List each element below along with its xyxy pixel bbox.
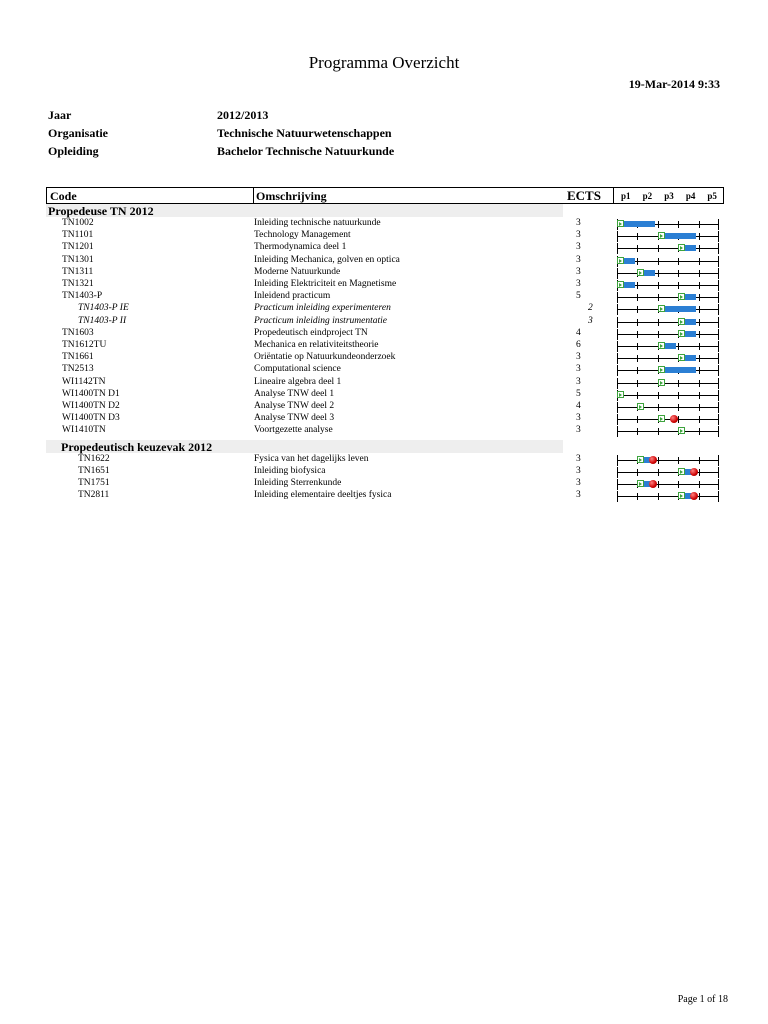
header-code: Code xyxy=(50,189,77,203)
course-description: Inleiding Elektriciteit en Magnetisme xyxy=(254,279,397,289)
course-code: TN1002 xyxy=(62,218,94,228)
course-code: TN1603 xyxy=(62,327,94,338)
table-row xyxy=(0,267,768,279)
timeline-tick xyxy=(637,245,638,252)
timeline-tick xyxy=(637,282,638,289)
period-timeline xyxy=(617,340,719,352)
period-timeline xyxy=(617,352,719,364)
start-marker-icon xyxy=(658,366,665,373)
meta-label: Organisatie xyxy=(48,126,108,140)
table-row xyxy=(0,401,768,413)
timeline-tick xyxy=(637,355,638,362)
course-code: TN1311 xyxy=(62,266,94,277)
timeline-tick xyxy=(718,390,719,401)
course-ects: 3 xyxy=(576,425,581,436)
course-ects: 3 xyxy=(576,352,581,363)
timeline-tick xyxy=(718,402,719,413)
timeline-tick xyxy=(678,380,679,387)
period-timeline xyxy=(617,413,719,425)
timeline-tick xyxy=(699,457,700,464)
header-periods xyxy=(615,188,723,203)
course-description: Fysica van het dagelijks leven xyxy=(254,453,369,464)
header-period: p5 xyxy=(707,190,717,201)
period-timeline xyxy=(617,279,719,291)
timeline-tick xyxy=(678,404,679,411)
start-marker-icon xyxy=(658,305,665,312)
period-bar xyxy=(661,233,696,239)
timeline-axis xyxy=(617,358,719,359)
timeline-axis xyxy=(617,407,719,408)
course-code: TN1651 xyxy=(78,465,110,476)
course-code: TN1751 xyxy=(78,478,110,488)
timeline-tick xyxy=(718,467,719,478)
course-ects: 5 xyxy=(576,388,581,399)
timeline-tick xyxy=(658,319,659,326)
start-marker-icon xyxy=(678,468,685,475)
course-code: WI1400TN D1 xyxy=(62,388,120,399)
table-row xyxy=(0,255,768,267)
timeline-tick xyxy=(658,282,659,289)
table-row xyxy=(0,478,768,490)
timeline-tick xyxy=(718,479,719,490)
timeline-tick xyxy=(617,455,618,466)
meta-row-opleiding xyxy=(48,144,394,162)
timeline-tick xyxy=(718,243,719,254)
table-row xyxy=(0,377,768,389)
course-description: Analyse TNW deel 1 xyxy=(254,388,335,399)
timeline-tick xyxy=(699,270,700,277)
course-description: Analyse TNW deel 2 xyxy=(254,401,335,411)
course-description: Oriëntatie op Natuurkundeonderzoek xyxy=(254,352,396,363)
course-ects: 5 xyxy=(576,291,581,302)
start-marker-icon xyxy=(658,379,665,386)
course-code: TN1101 xyxy=(62,230,94,241)
course-ects: 3 xyxy=(588,315,593,326)
group-header xyxy=(46,204,563,217)
course-ects: 3 xyxy=(576,364,581,375)
timeline-tick xyxy=(637,428,638,435)
timeline-tick xyxy=(699,258,700,265)
start-marker-icon xyxy=(658,342,665,349)
timeline-tick xyxy=(718,414,719,425)
table-row xyxy=(0,490,768,502)
header-period: p2 xyxy=(642,190,653,201)
course-ects: 2 xyxy=(588,303,593,314)
table-row xyxy=(0,316,768,328)
timeline-tick xyxy=(617,268,618,279)
table-row xyxy=(0,303,768,315)
timeline-tick xyxy=(637,493,638,500)
table-row xyxy=(0,340,768,352)
group-header xyxy=(46,440,563,453)
page-number: Page 1 of 18 xyxy=(677,994,728,1005)
course-ects: 3 xyxy=(576,465,581,476)
timeline-tick xyxy=(617,479,618,490)
timeline-tick xyxy=(617,231,618,242)
table-row xyxy=(0,230,768,242)
start-marker-icon xyxy=(617,220,624,227)
course-description: Lineaire algebra deel 1 xyxy=(254,376,342,387)
timeline-axis xyxy=(617,383,719,384)
course-ects: 3 xyxy=(576,376,581,387)
timeline-tick xyxy=(617,317,618,328)
timeline-axis xyxy=(617,431,719,432)
course-description: Inleiding Mechanica, golven en optica xyxy=(254,254,400,265)
timeline-tick xyxy=(678,457,679,464)
table-row xyxy=(0,454,768,466)
timeline-tick xyxy=(699,331,700,338)
course-ects: 3 xyxy=(576,279,581,289)
timeline-tick xyxy=(617,243,618,254)
timeline-tick xyxy=(699,481,700,488)
timeline-tick xyxy=(718,231,719,242)
period-bar xyxy=(661,306,696,312)
timeline-tick xyxy=(699,355,700,362)
start-marker-icon xyxy=(617,281,624,288)
period-timeline xyxy=(617,303,719,315)
timeline-tick xyxy=(699,343,700,350)
course-description: Inleiding technische natuurkunde xyxy=(254,218,381,228)
period-timeline xyxy=(617,230,719,242)
header-omschrijving: Omschrijving xyxy=(256,189,327,203)
timeline-tick xyxy=(718,268,719,279)
course-code: TN1622 xyxy=(78,453,110,464)
period-timeline xyxy=(617,328,719,340)
timeline-tick xyxy=(658,270,659,277)
timeline-tick xyxy=(617,378,618,389)
start-marker-icon xyxy=(658,415,665,422)
start-marker-icon xyxy=(637,480,644,487)
period-timeline xyxy=(617,490,719,502)
course-description: Analyse TNW deel 3 xyxy=(254,413,335,424)
course-ects: 4 xyxy=(576,327,581,338)
start-marker-icon xyxy=(637,456,644,463)
timeline-tick xyxy=(699,294,700,301)
table-row xyxy=(0,389,768,401)
header-divider xyxy=(253,188,254,203)
timeline-axis xyxy=(617,460,719,461)
timeline-tick xyxy=(617,341,618,352)
timeline-tick xyxy=(617,365,618,376)
table-row xyxy=(0,425,768,437)
course-description: Mechanica en relativiteitstheorie xyxy=(254,340,379,350)
timeline-tick xyxy=(637,306,638,313)
course-description: Practicum inleiding experimenteren xyxy=(254,303,391,314)
period-timeline xyxy=(617,364,719,376)
group-title: Propedeuse TN 2012 xyxy=(48,204,154,218)
start-marker-icon xyxy=(658,232,665,239)
course-description: Computational science xyxy=(254,364,341,375)
course-code: WI1410TN xyxy=(62,425,106,436)
timeline-tick xyxy=(699,493,700,500)
timeline-tick xyxy=(699,469,700,476)
timeline-tick xyxy=(658,355,659,362)
timeline-axis xyxy=(617,419,719,420)
timeline-axis xyxy=(617,496,719,497)
meta-value: Bachelor Technische Natuurkunde xyxy=(217,144,395,158)
start-marker-icon xyxy=(678,427,685,434)
timeline-tick xyxy=(637,294,638,301)
timeline-tick xyxy=(678,416,679,423)
timeline-tick xyxy=(699,319,700,326)
course-code: TN1403-P IE xyxy=(78,303,129,314)
timeline-tick xyxy=(637,469,638,476)
group-title: Propedeutisch keuzevak 2012 xyxy=(61,439,213,454)
meta-row-organisatie xyxy=(48,126,394,144)
end-marker-icon xyxy=(690,492,698,500)
timeline-tick xyxy=(718,292,719,303)
table-row xyxy=(0,291,768,303)
timeline-tick xyxy=(617,467,618,478)
timeline-tick xyxy=(699,306,700,313)
table-row xyxy=(0,352,768,364)
period-timeline xyxy=(617,377,719,389)
timeline-tick xyxy=(678,392,679,399)
timeline-axis xyxy=(617,484,719,485)
meta-block xyxy=(48,108,394,162)
table-row xyxy=(0,328,768,340)
start-marker-icon xyxy=(678,354,685,361)
start-marker-icon xyxy=(678,492,685,499)
period-timeline xyxy=(617,389,719,401)
timeline-tick xyxy=(699,404,700,411)
course-ects: 3 xyxy=(576,254,581,265)
start-marker-icon xyxy=(637,269,644,276)
timeline-tick xyxy=(617,353,618,364)
timeline-tick xyxy=(637,319,638,326)
timeline-tick xyxy=(699,245,700,252)
timeline-axis xyxy=(617,273,719,274)
timeline-tick xyxy=(718,280,719,291)
timeline-tick xyxy=(699,428,700,435)
timeline-axis xyxy=(617,472,719,473)
timeline-tick xyxy=(718,317,719,328)
timeline-tick xyxy=(678,221,679,228)
period-timeline xyxy=(617,291,719,303)
page-title: Programma Overzicht xyxy=(308,53,460,72)
start-marker-icon xyxy=(678,244,685,251)
table-row xyxy=(0,466,768,478)
table-row xyxy=(0,218,768,230)
timeline-tick xyxy=(718,256,719,267)
period-timeline xyxy=(617,242,719,254)
timeline-tick xyxy=(678,258,679,265)
timeline-tick xyxy=(718,219,719,230)
timeline-tick xyxy=(718,365,719,376)
period-timeline xyxy=(617,478,719,490)
timeline-axis xyxy=(617,297,719,298)
course-code: WI1400TN D3 xyxy=(62,413,120,424)
course-ects: 3 xyxy=(576,242,581,253)
table-row xyxy=(0,364,768,376)
timeline-tick xyxy=(718,378,719,389)
timeline-tick xyxy=(617,402,618,413)
timeline-tick xyxy=(658,392,659,399)
timeline-tick xyxy=(617,329,618,340)
timeline-axis xyxy=(617,334,719,335)
period-timeline xyxy=(617,425,719,437)
start-marker-icon xyxy=(678,330,685,337)
start-marker-icon xyxy=(678,293,685,300)
header-period: p1 xyxy=(621,190,631,201)
course-ects: 6 xyxy=(576,340,581,350)
period-timeline xyxy=(617,218,719,230)
period-bar xyxy=(620,221,655,227)
timeline-tick xyxy=(718,341,719,352)
timeline-tick xyxy=(637,258,638,265)
period-timeline xyxy=(617,401,719,413)
timeline-tick xyxy=(617,414,618,425)
timeline-tick xyxy=(678,343,679,350)
timeline-tick xyxy=(699,282,700,289)
course-ects: 3 xyxy=(576,453,581,464)
start-marker-icon xyxy=(617,257,624,264)
meta-row-jaar xyxy=(48,108,394,126)
timeline-tick xyxy=(637,331,638,338)
timeline-tick xyxy=(637,367,638,374)
timeline-tick xyxy=(718,426,719,437)
timeline-tick xyxy=(658,294,659,301)
course-description: Voortgezette analyse xyxy=(254,425,333,436)
course-code: TN1201 xyxy=(62,242,94,253)
course-description: Inleiding elementaire deeltjes fysica xyxy=(254,490,392,501)
timeline-tick xyxy=(658,245,659,252)
timeline-tick xyxy=(658,481,659,488)
table-row xyxy=(0,279,768,291)
course-code: TN1403-P II xyxy=(78,315,127,326)
header-ects: ECTS xyxy=(567,188,601,203)
course-ects: 3 xyxy=(576,266,581,277)
course-ects: 3 xyxy=(576,413,581,424)
timeline-tick xyxy=(678,270,679,277)
timeline-tick xyxy=(658,404,659,411)
start-marker-icon xyxy=(637,403,644,410)
course-description: Practicum inleiding instrumentatie xyxy=(254,315,387,326)
timeline-tick xyxy=(617,304,618,315)
timeline-tick xyxy=(658,428,659,435)
timeline-tick xyxy=(617,426,618,437)
end-marker-icon xyxy=(670,415,678,423)
course-ects: 3 xyxy=(576,218,581,228)
course-code: TN2811 xyxy=(78,490,110,501)
timeline-tick xyxy=(718,329,719,340)
timeline-tick xyxy=(699,380,700,387)
course-code: TN2513 xyxy=(62,364,94,375)
timeline-tick xyxy=(678,282,679,289)
meta-value: 2012/2013 xyxy=(217,108,269,122)
timeline-tick xyxy=(637,343,638,350)
timeline-tick xyxy=(658,221,659,228)
report-date: 19-Mar-2014 9:33 xyxy=(628,77,720,91)
header-period: p4 xyxy=(685,190,696,201)
period-timeline xyxy=(617,466,719,478)
course-description: Moderne Natuurkunde xyxy=(254,266,341,277)
timeline-axis xyxy=(617,322,719,323)
timeline-tick xyxy=(718,491,719,502)
course-code: TN1661 xyxy=(62,352,94,363)
timeline-axis xyxy=(617,395,719,396)
start-marker-icon xyxy=(678,318,685,325)
meta-label: Opleiding xyxy=(48,144,99,158)
end-marker-icon xyxy=(690,468,698,476)
timeline-tick xyxy=(637,392,638,399)
header-divider xyxy=(613,188,614,203)
period-timeline xyxy=(617,255,719,267)
period-timeline xyxy=(617,267,719,279)
timeline-tick xyxy=(617,491,618,502)
timeline-tick xyxy=(678,481,679,488)
timeline-tick xyxy=(718,304,719,315)
end-marker-icon xyxy=(649,480,657,488)
course-code: TN1321 xyxy=(62,279,94,289)
course-code: TN1403-P xyxy=(62,291,103,302)
period-timeline xyxy=(617,454,719,466)
course-ects: 3 xyxy=(576,230,581,241)
course-code: TN1612TU xyxy=(62,340,107,350)
start-marker-icon xyxy=(617,391,624,398)
timeline-tick xyxy=(718,353,719,364)
period-timeline xyxy=(617,316,719,328)
course-description: Technology Management xyxy=(254,230,351,241)
timeline-tick xyxy=(658,258,659,265)
table-header xyxy=(46,187,724,204)
timeline-tick xyxy=(658,469,659,476)
timeline-tick xyxy=(637,380,638,387)
course-code: WI1142TN xyxy=(62,376,106,387)
course-description: Inleiding Sterrenkunde xyxy=(254,478,342,488)
header-period: p3 xyxy=(664,190,674,201)
timeline-tick xyxy=(718,455,719,466)
course-code: TN1301 xyxy=(62,254,94,265)
course-ects: 3 xyxy=(576,478,581,488)
timeline-tick xyxy=(617,292,618,303)
meta-value: Technische Natuurwetenschappen xyxy=(217,126,392,140)
table-row xyxy=(0,242,768,254)
course-description: Inleidend practicum xyxy=(254,291,331,302)
course-description: Inleiding biofysica xyxy=(254,465,326,476)
timeline-tick xyxy=(658,457,659,464)
course-ects: 4 xyxy=(576,401,581,411)
meta-label: Jaar xyxy=(48,108,72,122)
timeline-tick xyxy=(699,392,700,399)
timeline-tick xyxy=(637,233,638,240)
timeline-tick xyxy=(699,367,700,374)
end-marker-icon xyxy=(649,456,657,464)
timeline-tick xyxy=(637,416,638,423)
course-ects: 3 xyxy=(576,490,581,501)
course-description: Thermodynamica deel 1 xyxy=(254,242,347,253)
period-bar xyxy=(661,367,696,373)
table-row xyxy=(0,413,768,425)
course-description: Propedeutisch eindproject TN xyxy=(254,327,368,338)
course-code: WI1400TN D2 xyxy=(62,401,120,411)
timeline-tick xyxy=(699,416,700,423)
timeline-tick xyxy=(699,221,700,228)
timeline-tick xyxy=(699,233,700,240)
timeline-axis xyxy=(617,248,719,249)
timeline-tick xyxy=(658,331,659,338)
timeline-tick xyxy=(658,493,659,500)
